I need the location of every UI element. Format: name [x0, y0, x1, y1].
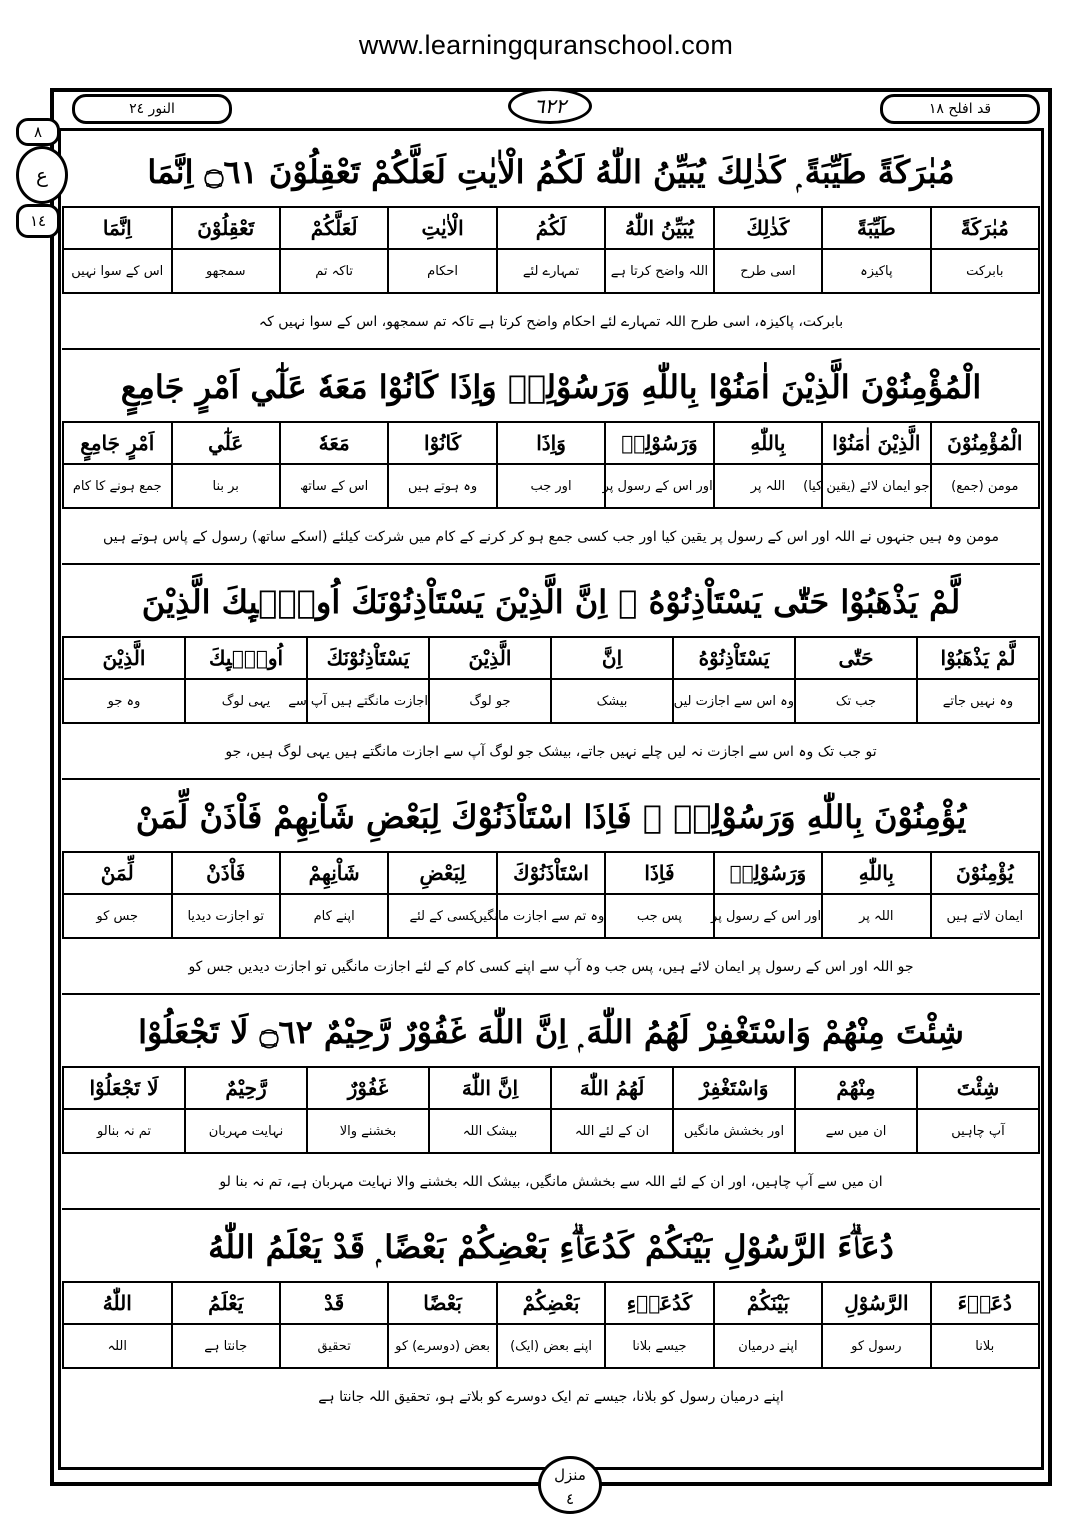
arabic-word-cell: قَدْ [280, 1282, 388, 1324]
meaning-cell: بیشک اللہ [429, 1109, 551, 1153]
meaning-cell: مومن (جمع) [931, 464, 1039, 508]
meaning-cell: بخشنے والا [307, 1109, 429, 1153]
word-grid [62, 1066, 1040, 1154]
arabic-word-cell: لَعَلَّكُمْ [280, 207, 388, 249]
meaning-cell: ان میں سے [795, 1109, 917, 1153]
arabic-word-cell: وَرَسُوْلِهٖ [714, 852, 822, 894]
meaning-cell: بر بنا [172, 464, 280, 508]
meanings-row [63, 249, 1039, 293]
meaning-cell: اپنے درمیان [714, 1324, 822, 1368]
block-divider [62, 1208, 1040, 1210]
block-divider [62, 993, 1040, 995]
meaning-cell: تحقیق [280, 1324, 388, 1368]
meaning-cell: جو لوگ [429, 679, 551, 723]
arabic-word-cell: مَعَهٗ [280, 422, 388, 464]
arabic-word-cell: وَاسْتَغْفِرْ [673, 1067, 795, 1109]
meaning-cell: کسی کے لئے [388, 894, 496, 938]
arabic-word-cell: وَرَسُوْلِهٖ [605, 422, 713, 464]
meaning-cell: اس کے سوا نہیں [63, 249, 172, 293]
meaning-cell: آپ چاہیں [917, 1109, 1039, 1153]
meaning-cell: پس جب [605, 894, 713, 938]
header-para-box: قد افلح ١٨ [880, 94, 1040, 124]
translation-line: ان میں سے آپ چاہیں، اور ان کے لئے اللہ سے بخشش مانگیں، بیشک اللہ بخشنے والا نہایت مہربان ہے، تم نہ بنا لو [219, 1174, 883, 1190]
meaning-cell: یہی لوگ [185, 679, 307, 723]
arabic-word-cell: يَعْلَمُ [172, 1282, 280, 1324]
arabic-word-cell: شِئْتَ [917, 1067, 1039, 1109]
meaning-cell: جیسے بلانا [605, 1324, 713, 1368]
meaning-cell: نہایت مہربان [185, 1109, 307, 1153]
arabic-word-cell: لِبَعْضِ [388, 852, 496, 894]
arabic-word-cell: غَفُوْرٌ [307, 1067, 429, 1109]
arabic-word-cell: اللّٰهُ [63, 1282, 172, 1324]
block-divider [62, 348, 1040, 350]
arabic-word-cell: دُعَاۗءَ [931, 1282, 1039, 1324]
meaning-cell: احکام [388, 249, 496, 293]
meaning-cell: جمع ہونے کا کام [63, 464, 172, 508]
meaning-cell: اللہ پر [714, 464, 822, 508]
meaning-cell: سمجھو [172, 249, 280, 293]
meaning-cell: بیشک [551, 679, 673, 723]
arabic-word-cell: اَمْرٍ جَامِعٍ [63, 422, 172, 464]
arabic-word-cell: تَعْقِلُوْنَ [172, 207, 280, 249]
arabic-word-cell: لَكُمُ [497, 207, 605, 249]
meanings-row [63, 679, 1039, 723]
arabic-word-cell: بَعْضًا [388, 1282, 496, 1324]
meanings-row [63, 1324, 1039, 1368]
arabic-word-cell: لَّمْ يَذْهَبُوْا [917, 637, 1039, 679]
meanings-row [63, 894, 1039, 938]
meaning-cell: وہ جو [63, 679, 185, 723]
meaning-cell: اللہ واضح کرتا ہے [605, 249, 713, 293]
arabic-word-cell: الرَّسُوْلِ [822, 1282, 930, 1324]
arabic-word-cell: لِّمَنْ [63, 852, 172, 894]
arabic-word-cell: اُولٰۗىِٕكَ [185, 637, 307, 679]
meaning-cell: تاکہ تم [280, 249, 388, 293]
arabic-word-cell: رَّحِيْمٌ [185, 1067, 307, 1109]
arabic-word-cell: يُؤْمِنُوْنَ [931, 852, 1039, 894]
meaning-cell: اور جب [497, 464, 605, 508]
arabic-word-cell: يَسْتَاْذِنُوْهُ [673, 637, 795, 679]
arabic-word-cell: كَذٰلِكَ [714, 207, 822, 249]
meanings-row [63, 1109, 1039, 1153]
arabic-word-cell: كَدُعَاۗءِ [605, 1282, 713, 1324]
arabic-word-cell: بَعْضِكُمْ [497, 1282, 605, 1324]
meaning-cell: وہ ہوتے ہیں [388, 464, 496, 508]
manzil-label: منزل [554, 1466, 586, 1484]
meaning-cell: جب تک [795, 679, 917, 723]
meaning-cell: تمہارے لئے [497, 249, 605, 293]
verse-line: شِئْتَ مِنْهُمْ وَاسْتَغْفِرْ لَهُمُ اللّٰهَ ۭ اِنَّ اللّٰهَ غَفُوْرٌ رَّحِيْمٌ ۝٦٢ لَا تَجْعَلُوْا [138, 1013, 964, 1051]
meaning-cell: اور اس کے رسول پر [605, 464, 713, 508]
block-divider [62, 778, 1040, 780]
arabic-word-cell: بِاللّٰهِ [714, 422, 822, 464]
arabic-word-cell: الَّذِيْنَ [429, 637, 551, 679]
block-divider [62, 563, 1040, 565]
page-number: ٦٢٢ [508, 88, 592, 124]
arabic-word-cell: فَاْذَنْ [172, 852, 280, 894]
meanings-row [63, 464, 1039, 508]
side-badge-bottom: ١٤ [16, 204, 60, 238]
meaning-cell: ان کے لئے اللہ [551, 1109, 673, 1153]
arabic-word-cell: حَتّٰى [795, 637, 917, 679]
arabic-word-cell: الْاٰيٰتِ [388, 207, 496, 249]
arabic-word-cell: طَيِّبَةً [822, 207, 930, 249]
word-grid [62, 421, 1040, 509]
meaning-cell: اس کے ساتھ [280, 464, 388, 508]
translation-line: تو جب تک وہ اس سے اجازت نہ لیں چلے نہیں جاتے، بیشک جو لوگ آپ سے اجازت مانگتے ہیں یہی لوگ ہیں، جو [225, 744, 877, 760]
arabic-words-row [63, 1067, 1039, 1109]
translation-line: اپنے درمیان رسول کو بلانا، جیسے تم ایک دوسرے کو بلاتے ہو، تحقیق اللہ جانتا ہے [318, 1389, 784, 1405]
meaning-cell: وہ اس سے اجازت لیں [673, 679, 795, 723]
meaning-cell: جانتا ہے [172, 1324, 280, 1368]
meaning-cell: تو اجازت دیدیا [172, 894, 280, 938]
side-badge-ruku: ع [16, 146, 68, 204]
meaning-cell: اپنے کام [280, 894, 388, 938]
meaning-cell: جس کو [63, 894, 172, 938]
meaning-cell: اور بخشش مانگیں [673, 1109, 795, 1153]
arabic-word-cell: الَّذِيْنَ [63, 637, 185, 679]
meaning-cell: اللہ [63, 1324, 172, 1368]
arabic-word-cell: الْمُؤْمِنُوْنَ [931, 422, 1039, 464]
arabic-word-cell: اسْتَاْذَنُوْكَ [497, 852, 605, 894]
meaning-cell: بلانا [931, 1324, 1039, 1368]
arabic-word-cell: عَلٰٓي [172, 422, 280, 464]
arabic-word-cell: الَّذِيْنَ اٰمَنُوْا [822, 422, 930, 464]
arabic-word-cell: مُبٰرَكَةً [931, 207, 1039, 249]
verse-line: لَّمْ يَذْهَبُوْا حَتّٰى يَسْتَاْذِنُوْهُ ۭ اِنَّ الَّذِيْنَ يَسْتَاْذِنُوْنَكَ اُولٰۗىِٕكَ الَّذِيْنَ [141, 583, 961, 621]
arabic-word-cell: يَسْتَاْذِنُوْنَكَ [307, 637, 429, 679]
arabic-word-cell: لَا تَجْعَلُوْا [63, 1067, 185, 1109]
meaning-cell: تم نہ بنالو [63, 1109, 185, 1153]
translation-line: بابرکت، پاکیزہ، اسی طرح اللہ تمہارے لئے احکام واضح کرتا ہے تاکہ تم سمجھو، اس کے سوا نہیں کہ [258, 314, 844, 330]
meaning-cell: بعض (دوسرے) کو [388, 1324, 496, 1368]
meaning-cell: اور اس کے رسول پر [714, 894, 822, 938]
meaning-cell: اسی طرح [714, 249, 822, 293]
meaning-cell: بابرکت [931, 249, 1039, 293]
header-surah-box: النور ٢٤ [72, 94, 232, 124]
arabic-word-cell: بِاللّٰهِ [822, 852, 930, 894]
meaning-cell: اجازت مانگتے ہیں آپ سے [307, 679, 429, 723]
arabic-word-cell: يُبَيِّنُ اللّٰهُ [605, 207, 713, 249]
translation-line: جو اللہ اور اس کے رسول پر ایمان لائے ہیں، پس جب وہ آپ سے اپنے کسی کام کے لئے اجازت مانگیں تو اجازت دیدیں جس کو [188, 959, 914, 975]
arabic-words-row [63, 207, 1039, 249]
arabic-word-cell: فَاِذَا [605, 852, 713, 894]
arabic-word-cell: مِنْهُمْ [795, 1067, 917, 1109]
verse-line: دُعَاۗءَ الرَّسُوْلِ بَيْنَكُمْ كَدُعَاۗءِ بَعْضِكُمْ بَعْضًا ۭ قَدْ يَعْلَمُ اللّٰهُ [208, 1228, 894, 1266]
arabic-word-cell: وَاِذَا [497, 422, 605, 464]
translation-line: مومن وہ ہیں جنہوں نے اللہ اور اس کے رسول پر یقین کیا اور جب کسی جمع ہو کر کرنے کے کام میں شرکت کیلئے (اسکے ساتھ) رسول کے پاس ہوتے ہیں [102, 529, 1000, 545]
side-badge-top: ٨ [16, 118, 60, 146]
word-grid [62, 1281, 1040, 1369]
meaning-cell: وہ نہیں جاتے [917, 679, 1039, 723]
arabic-word-cell: اِنَّ [551, 637, 673, 679]
word-grid [62, 636, 1040, 724]
manzil-number: ٤ [565, 1490, 575, 1508]
word-grid [62, 206, 1040, 294]
arabic-word-cell: اِنَّ اللّٰهَ [429, 1067, 551, 1109]
arabic-word-cell: لَهُمُ اللّٰهَ [551, 1067, 673, 1109]
meaning-cell: ایمان لاتے ہیں [931, 894, 1039, 938]
meaning-cell: وہ تم سے اجازت مانگیں [497, 894, 605, 938]
arabic-word-cell: كَانُوْا [388, 422, 496, 464]
manzil-badge [538, 1456, 602, 1514]
meaning-cell: اللہ پر [822, 894, 930, 938]
arabic-words-row [63, 852, 1039, 894]
meaning-cell: اپنے بعض (ایک) [497, 1324, 605, 1368]
meaning-cell: رسول کو [822, 1324, 930, 1368]
word-grid [62, 851, 1040, 939]
meaning-cell: پاکیزہ [822, 249, 930, 293]
verse-line: مُبٰرَكَةً طَيِّبَةً ۭ كَذٰلِكَ يُبَيِّنُ اللّٰهُ لَكُمُ الْاٰيٰتِ لَعَلَّكُمْ تَعْقِلُوْنَ ۝٦١ اِنَّمَا [147, 153, 955, 191]
arabic-word-cell: شَاْنِهِمْ [280, 852, 388, 894]
verse-line: الْمُؤْمِنُوْنَ الَّذِيْنَ اٰمَنُوْا بِاللّٰهِ وَرَسُوْلِهٖ وَاِذَا كَانُوْا مَعَهٗ عَلٰٓي اَمْرٍ جَامِعٍ [120, 368, 982, 406]
arabic-words-row [63, 1282, 1039, 1324]
site-url[interactable]: www.learningquranschool.com [358, 30, 734, 60]
arabic-words-row [63, 637, 1039, 679]
arabic-words-row [63, 422, 1039, 464]
meaning-cell: جو ایمان لائے (یقین کیا) [822, 464, 930, 508]
verse-line: يُؤْمِنُوْنَ بِاللّٰهِ وَرَسُوْلِهٖ ۚ فَاِذَا اسْتَاْذَنُوْكَ لِبَعْضِ شَاْنِهِمْ فَاْذَنْ لِّمَنْ [135, 798, 967, 836]
arabic-word-cell: بَيْنَكُمْ [714, 1282, 822, 1324]
arabic-word-cell: اِنَّمَا [63, 207, 172, 249]
